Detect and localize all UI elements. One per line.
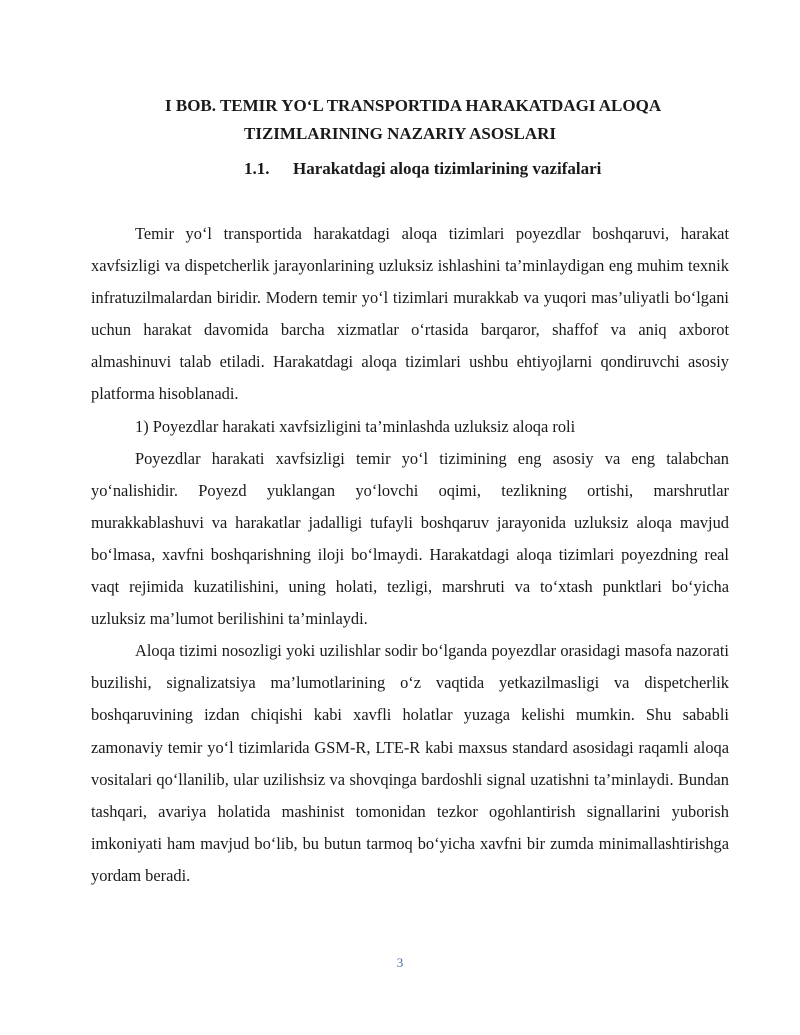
section-heading xyxy=(244,159,601,179)
paragraph-intro: Temir yo‘l transportida harakatdagi aloqa tizimlari poyezdlar boshqaruvi, harakat xavfsizligi va dispetcherlik jarayonlarining uzluksiz ishlashini ta’minlaydigan eng muhim texnik infratuzilmalardan biridir. Modern temir yo‘l tizimlari murakkab va yuqori mas’uliyatli bo‘lgani uchun harakat davomida barcha xizmatlar o‘rtasida barqaror, shaffof va aniq axborot almashinuvi talab etiladi. Harakatdagi aloqa tizimlari ushbu ehtiyojlarni qondiruvchi asosiy platforma hisoblanadi. xyxy=(91,224,729,404)
body-text xyxy=(91,218,729,892)
paragraph-safety: Poyezdlar harakati xavfsizligi temir yo‘l tizimining eng asosiy va eng talabchan yo‘nalishidir. Poyezd yuklangan yo‘lovchi oqimi, tezlikning ortishi, marshrutlar murakkablashuvi va harakatlar jadalligi tufayli boshqaruv jarayonida uzluksiz aloqa mavjud bo‘lmasa, xavfni boshqarishning iloji bo‘lmaydi. Harakatdagi aloqa tizimlari poyezdning real vaqt rejimida kuzatilishini, uning holati, tezligi, marshruti va to‘xtash punktlari bo‘yicha uzluksiz ma’lumot berilishini ta’minlaydi. xyxy=(91,448,729,629)
page-number: 3 xyxy=(396,955,404,970)
chapter-title-line-2: TIZIMLARINING NAZARIY ASOSLARI xyxy=(244,124,557,143)
chapter-title-line-1: I BOB. TEMIR YO‘L TRANSPORTIDA HARAKATDAGI ALOQA xyxy=(165,96,662,115)
paragraph-subheading: 1) Poyezdlar harakati xavfsizligini ta’minlashda uzluksiz aloqa roli xyxy=(135,416,576,436)
section-number: 1.1. xyxy=(244,159,270,178)
paragraph-failures: Aloqa tizimi nosozligi yoki uzilishlar sodir bo‘lganda poyezdlar orasidagi masofa nazorati buzilishi, signalizatsiya ma’lumotlarining o‘z vaqtida yetkazilmasligi va dispetcherlik boshqaruvining izdan chiqishi kabi xavfli holatlar yuzaga kelishi mumkin. Shu sababli zamonaviy temir yo‘l tizimlarida GSM-R, LTE-R kabi maxsus standard asosidagi raqamli aloqa vositalari qo‘llanilib, ular uzilishsiz va shovqinga bardoshli signal uzatishni ta’minlaydi. Bundan tashqari, avariya holatida mashinist tomonidan tezkor ogohlantirish signallarini yuborish imkoniyati ham mavjud bo‘lib, bu butun tarmoq bo‘yicha xavfni bir zumda minimallashtirishga yordam beradi. xyxy=(91,641,729,885)
section-title: Harakatdagi aloqa tizimlarining vazifalari xyxy=(293,159,602,178)
